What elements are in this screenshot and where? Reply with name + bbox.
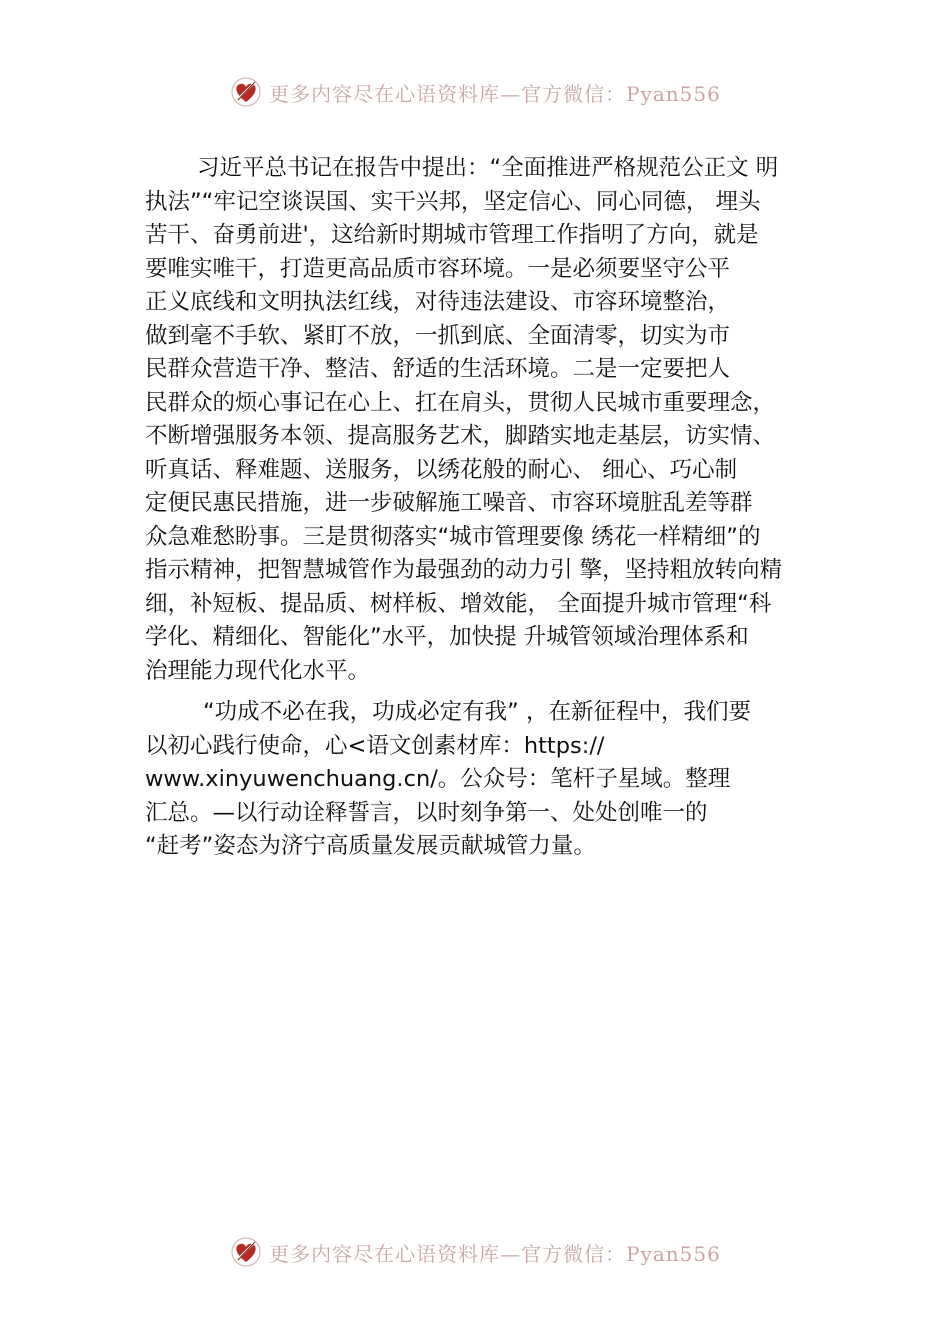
text-line: 苦干、奋勇前进'，这给新时期城市管理工作指明了方向，就是 (145, 222, 759, 248)
text-line: www.xinyuwenchuang.cn/。公众号：笔杆子星域。整理 (145, 766, 731, 792)
text-line: 指示精神，把智慧城管作为最强劲的动力引 擎，坚持粗放转向精 (145, 557, 783, 583)
text-line: 不断增强服务本领、提高服务艺术，脚踏实地走基层，访实情、 (145, 423, 776, 449)
paragraph-1 (145, 152, 845, 688)
header-watermark (0, 72, 950, 112)
text-line: 学化、精细化、智能化”水平，加快提 升城管领域治理体系和 (145, 624, 749, 650)
text-line: “功成不必在我，功成必定有我” ，在新征程中，我们要 (203, 699, 751, 725)
text-line: 治理能力现代化水平。 (145, 657, 371, 684)
text-line: 要唯实唯干，打造更高品质市容环境。一是必须要坚守公平 (145, 255, 731, 282)
text-line: 众急难愁盼事。三是贯彻落实“城市管理要像 绣花一样精细”的 (145, 523, 761, 550)
text-line: 习近平总书记在报告中提出：“全面推进严格规范公正文 明 (197, 155, 779, 181)
footer-watermark-text: 更多内容尽在心语资料库—官方微信：Pyan556 (269, 1241, 721, 1266)
text-line: 定便民惠民措施，进一步破解施工噪音、市容环境脏乱差等群 (145, 490, 753, 516)
heart-pen-logo-icon (229, 75, 263, 109)
text-line: 正义底线和文明执法红线，对待违法建设、市容环境整治， (145, 289, 731, 315)
text-line: 听真话、释难题、送服务，以绣花般的耐心、 细心、巧心制 (145, 456, 738, 483)
text-line: 民群众营造干净、整洁、舒适的生活环境。二是一定要把人 (145, 356, 731, 382)
text-line: 以初心践行使命，心<语文创素材库：https:// (145, 732, 605, 759)
text-line: 细，补短板、提品质、树样板、增效能， 全面提升城市管理“科 (145, 590, 772, 617)
text-line: 执法”“牢记空谈误国、实干兴邦，坚定信心、同心同德， 埋头 (145, 188, 761, 215)
heart-pen-logo-icon (229, 1235, 263, 1269)
text-line: 民群众的烦心事记在心上、扛在肩头，贯彻人民城市重要理念， (145, 389, 776, 416)
text-line: 汇总。—以行动诠释誓言，以时刻争第一、处处创唯一的 (145, 799, 708, 826)
paragraph-2 (145, 696, 845, 864)
text-line: “赶考”姿态为济宁高质量发展贡献城管力量。 (145, 833, 596, 859)
document-body (145, 152, 845, 864)
footer-watermark (0, 1232, 950, 1272)
text-line: 做到毫不手软、紧盯不放，一抓到底、全面清零，切实为市 (145, 322, 731, 349)
header-watermark-text: 更多内容尽在心语资料库—官方微信：Pyan556 (269, 81, 721, 106)
